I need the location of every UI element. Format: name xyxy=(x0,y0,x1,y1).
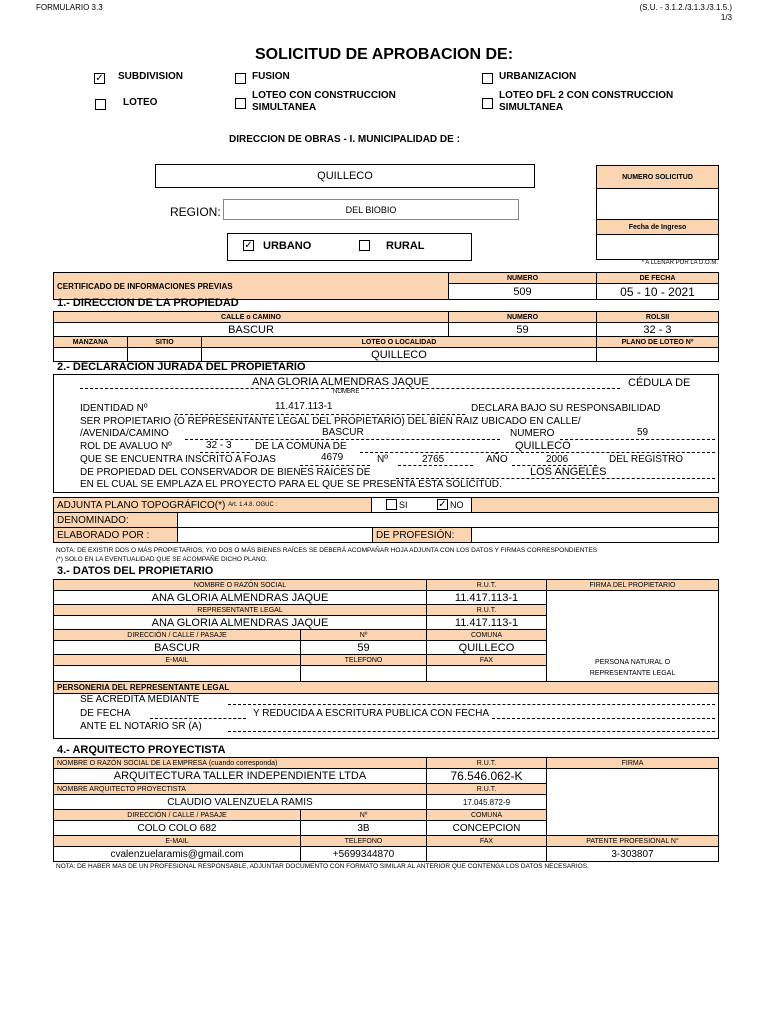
propiedad-text: DE PROPIEDAD DEL CONSERVADOR DE BIENES RAICES DE xyxy=(80,467,371,478)
profesion-field[interactable] xyxy=(471,527,719,543)
owner-rut-label: R.U.T. xyxy=(426,579,547,591)
inscrito-text: QUE SE ENCUENTRA INSCRITO A FOJAS xyxy=(80,454,276,465)
arq-comuna-label: COMUNA xyxy=(426,809,547,821)
manzana-label: MANZANA xyxy=(53,336,128,348)
checkbox-subdivision[interactable]: ✓ xyxy=(95,73,104,84)
acredita-text: SE ACREDITA MEDIANTE xyxy=(80,694,200,705)
region-field[interactable]: DEL BIOBIO xyxy=(223,199,519,220)
sitio-value[interactable] xyxy=(127,347,202,362)
n-text: Nº xyxy=(377,454,388,465)
owner-fax-label: FAX xyxy=(426,654,547,666)
ano-value[interactable]: 2006 xyxy=(546,454,569,465)
numero-solicitud-field[interactable] xyxy=(596,188,719,220)
rep-label: REPRESENTANTE LEGAL xyxy=(53,604,427,616)
arq-rut-label: R.U.T. xyxy=(426,783,547,795)
rol-text: ROL DE AVALUO Nº xyxy=(80,441,172,452)
arq-email-label: E-MAIL xyxy=(53,835,301,847)
owner-comuna[interactable]: QUILLECO xyxy=(426,640,547,655)
ser-propietario-text: SER PROPIETARIO (O REPRESENTANTE LEGAL DEL PROPIETARIO) DEL BIEN RAIZ UBICADO EN CALLE/ xyxy=(80,416,581,427)
checkbox-urbano[interactable]: ✓ xyxy=(244,240,253,251)
section-1-title: 1.- DIRECCION DE LA PROPIEDAD xyxy=(57,297,239,309)
declaration-calle[interactable]: BASCUR xyxy=(322,427,364,438)
owner-email-label: E-MAIL xyxy=(53,654,301,666)
emplaza-text: EN EL CUAL SE EMPLAZA EL PROYECTO PARA EL QUE SE PRESENTA ESTA SOLICITUD. xyxy=(80,479,502,490)
arq-email[interactable]: cvalenzuelaramis@gmail.com xyxy=(53,846,301,862)
checkbox-fusion[interactable] xyxy=(235,73,246,84)
label-rural: RURAL xyxy=(386,240,425,252)
arq-name-label: NOMBRE ARQUITECTO PROYECTISTA xyxy=(53,783,427,795)
label-loteo: LOTEO xyxy=(123,97,158,108)
empresa-rut[interactable]: 76.546.062-K xyxy=(426,768,547,784)
de-fecha-text: DE FECHA xyxy=(80,708,131,719)
registro-text: DEL REGISTRO xyxy=(609,454,684,465)
numero-text: NUMERO xyxy=(510,428,555,439)
label-loteo-dfl2: LOTEO DFL 2 CON CONSTRUCCION SIMULTANEA xyxy=(499,90,674,113)
numero-line xyxy=(560,439,715,440)
calle-label: CALLE o CAMINO xyxy=(53,311,449,323)
cip-numero-label: NUMERO xyxy=(448,272,597,284)
rep-name[interactable]: ANA GLORIA ALMENDRAS JAQUE xyxy=(53,615,427,630)
label-urbano: URBANO xyxy=(263,240,312,252)
declaration-rol[interactable]: 32 - 3 xyxy=(206,440,232,451)
form-id: FORMULARIO 3.3 xyxy=(36,3,103,12)
label-urbanizacion: URBANIZACION xyxy=(499,71,577,82)
owner-firma-label: FIRMA DEL PROPIETARIO xyxy=(546,579,719,591)
cip-label: CERTIFICADO DE INFORMACIONES PREVIAS xyxy=(53,272,449,300)
cip-fecha-label: DE FECHA xyxy=(596,272,719,284)
note-propietarios: NOTA: DE EXISTIR DOS O MÁS PROPIETARIOS, Y/O DOS O MÁS BIENES RAÍCES SE DEBERÁ ACOMPAÑAR HOJA ADJUNTA CON LOS DATOS Y FIRMAS CORRESPONDIENTES xyxy=(56,547,598,554)
owner-comuna-label: COMUNA xyxy=(426,629,547,641)
label-loteo-construccion: LOTEO CON CONSTRUCCION SIMULTANEA xyxy=(252,90,396,113)
arq-tel[interactable]: +5699344870 xyxy=(300,846,427,862)
fecha-ingreso-label: Fecha de Ingreso xyxy=(596,219,719,235)
owner-name-label: NOMBRE O RAZÓN SOCIAL xyxy=(53,579,427,591)
n-value[interactable]: 2765 xyxy=(422,454,445,465)
owner-fax[interactable] xyxy=(426,665,547,682)
section-4-title: 4.- ARQUITECTO PROYECTISTA xyxy=(57,744,226,756)
adjunta-plano-label: ADJUNTA PLANO TOPOGRÁFICO(*) Art. 1.4.8. OGUC : xyxy=(53,497,372,513)
checkbox-rural[interactable] xyxy=(359,240,370,251)
declaration-comuna[interactable]: QUILLECO xyxy=(515,440,571,452)
sitio-label: SITIO xyxy=(127,336,202,348)
numero-value[interactable]: 59 xyxy=(448,322,597,337)
note-plano: (*) SOLO EN LA EVENTUALIDAD QUE SE ACOMPAÑE DICHO PLANO. xyxy=(56,556,268,563)
owner-tel[interactable] xyxy=(300,665,427,682)
rut-line xyxy=(175,414,465,415)
arq-dir-label: DIRECCIÓN / CALLE / PASAJE xyxy=(53,809,301,821)
denominado-field[interactable] xyxy=(177,512,719,528)
municipality-label: DIRECCION DE OBRAS - I. MUNICIPALIDAD DE : xyxy=(229,134,460,145)
comuna-text: DE LA COMUNA DE xyxy=(255,441,347,452)
page-number: 1/3 xyxy=(720,13,732,22)
cedula-label: CÉDULA DE xyxy=(628,377,691,389)
acredita-line[interactable] xyxy=(228,704,715,705)
profesion-label: DE PROFESIÓN: xyxy=(372,527,472,543)
rep-rut[interactable]: 11.417.113-1 xyxy=(426,615,547,630)
checkbox-loteo-dfl2[interactable] xyxy=(482,98,493,109)
arq-fax-label: FAX xyxy=(426,835,547,847)
n-line xyxy=(398,465,473,466)
owner-num[interactable]: 59 xyxy=(300,640,427,655)
calle-value[interactable]: BASCUR xyxy=(53,322,449,337)
fecha-ingreso-field[interactable] xyxy=(596,234,719,260)
arq-dir[interactable]: COLO COLO 682 xyxy=(53,820,301,836)
label-no: NO xyxy=(450,500,464,510)
arq-firma-label: FIRMA xyxy=(546,757,719,769)
declara-text: DECLARA BAJO SU RESPONSABILIDAD xyxy=(471,403,661,414)
loteo-value[interactable]: QUILLECO xyxy=(201,347,597,362)
owner-dir[interactable]: BASCUR xyxy=(53,640,301,655)
plano-extra xyxy=(471,497,719,513)
checkbox-si[interactable] xyxy=(386,499,397,510)
nombre-caption: NOMBRE xyxy=(333,389,360,395)
arq-comuna[interactable]: CONCEPCION xyxy=(426,820,547,836)
checkbox-loteo-construccion[interactable] xyxy=(235,98,246,109)
elaborado-field[interactable] xyxy=(177,527,373,543)
dom-note: * A LLENAR POR LA D.O.M. xyxy=(641,260,718,266)
arq-num-label: Nº xyxy=(300,809,427,821)
checkbox-loteo[interactable] xyxy=(95,99,106,110)
region-label: REGION: xyxy=(170,205,221,219)
declaration-numero[interactable]: 59 xyxy=(637,427,649,438)
numero-solicitud-label: NUMERO SOLICITUD xyxy=(596,165,719,189)
empresa-name[interactable]: ARQUITECTURA TALLER INDEPENDIENTE LTDA xyxy=(53,768,427,784)
numero-label: NUMERO xyxy=(448,311,597,323)
reducida-text: Y REDUCIDA A ESCRITURA PUBLICA CON FECHA xyxy=(253,708,489,719)
patente-label: PATENTE PROFESIONAL N° xyxy=(546,835,719,847)
fojas-value[interactable]: 4679 xyxy=(321,452,344,463)
note-profesional: NOTA: DE HABER MAS DE UN PROFESIONAL RESPONSABLE, ADJUNTAR DOCUMENTO CON FORMATO SIMILAR AL ANTERIOR QUE CONTENGA LOS DATOS NECESARIOS. xyxy=(56,863,589,870)
declarant-rut[interactable]: 11.417.113-1 xyxy=(275,401,333,412)
rol-label: ROLSII xyxy=(596,311,719,323)
owner-rut[interactable]: 11.417.113-1 xyxy=(426,590,547,605)
arq-fax[interactable] xyxy=(426,846,547,862)
owner-num-label: Nº xyxy=(300,629,427,641)
page-title: SOLICITUD DE APROBACION DE: xyxy=(254,46,514,63)
arq-name[interactable]: CLAUDIO VALENZUELA RAMIS xyxy=(53,794,427,810)
rep-rut-label: R.U.T. xyxy=(426,604,547,616)
calle-line xyxy=(185,439,500,440)
elaborado-label: ELABORADO POR : xyxy=(53,527,178,543)
plano-loteo-label: PLANO DE LOTEO Nº xyxy=(596,336,719,348)
owner-email[interactable] xyxy=(53,665,301,682)
patente-value[interactable]: 3-303807 xyxy=(546,846,719,862)
section-2-title: 2.- DECLARACION JURADA DEL PROPIETARIO xyxy=(57,361,306,373)
manzana-value[interactable] xyxy=(53,347,128,362)
owner-name[interactable]: ANA GLORIA ALMENDRAS JAQUE xyxy=(53,590,427,605)
arq-tel-label: TELEFONO xyxy=(300,835,427,847)
municipality-field[interactable]: QUILLECO xyxy=(155,164,535,188)
arq-rut[interactable]: 17.045.872-9 xyxy=(426,794,547,810)
avenida-label: /AVENIDA/CAMINO xyxy=(80,428,169,439)
label-subdivision: SUBDIVISION xyxy=(118,71,184,82)
checkbox-urbanizacion[interactable] xyxy=(482,73,493,84)
checkbox-no[interactable]: ✓ xyxy=(438,499,447,510)
ano-text: AÑO xyxy=(486,454,508,465)
reducida-line[interactable] xyxy=(492,718,715,719)
owner-tel-label: TELEFONO xyxy=(300,654,427,666)
de-fecha-line[interactable] xyxy=(150,718,246,719)
personeria-label: PERSONERIA DEL REPRESENTANTE LEGAL xyxy=(53,681,719,694)
label-si: SI xyxy=(399,500,408,510)
empresa-rut-label: R.U.T. xyxy=(426,757,547,769)
form-ref: (S.U. - 3.1.2./3.1.3./3.1.5.) xyxy=(639,3,732,12)
empresa-label: NOMBRE O RAZÓN SOCIAL DE LA EMPRESA (cuando corresponda) xyxy=(53,757,427,769)
cip-fecha[interactable]: 05 - 10 - 2021 xyxy=(596,283,719,300)
arq-num[interactable]: 3B xyxy=(300,820,427,836)
declarant-name[interactable]: ANA GLORIA ALMENDRAS JAQUE xyxy=(252,376,429,388)
conservador-value[interactable]: LOS ANGELES xyxy=(530,466,607,478)
comuna-line xyxy=(360,452,715,453)
arq-signature-box[interactable] xyxy=(546,768,719,836)
notario-line[interactable] xyxy=(228,731,715,732)
identidad-label: IDENTIDAD Nº xyxy=(80,403,148,414)
plano-loteo-value[interactable] xyxy=(596,347,719,362)
section-3-title: 3.- DATOS DEL PROPIETARIO xyxy=(57,565,214,577)
owner-dir-label: DIRECCIÓN / CALLE / PASAJE xyxy=(53,629,301,641)
cip-numero[interactable]: 509 xyxy=(448,283,597,300)
loteo-label: LOTEO O LOCALIDAD xyxy=(201,336,597,348)
rol-line xyxy=(200,452,250,453)
notario-text: ANTE EL NOTARIO SR (A) xyxy=(80,721,202,732)
rol-value[interactable]: 32 - 3 xyxy=(596,322,719,337)
persona-natural-label: PERSONA NATURAL O REPRESENTANTE LEGAL xyxy=(589,659,676,677)
fojas-line xyxy=(300,465,370,466)
owner-signature-box[interactable] xyxy=(546,590,719,682)
label-fusion: FUSION xyxy=(252,71,290,82)
denominado-label: DENOMINADO: xyxy=(53,512,178,528)
